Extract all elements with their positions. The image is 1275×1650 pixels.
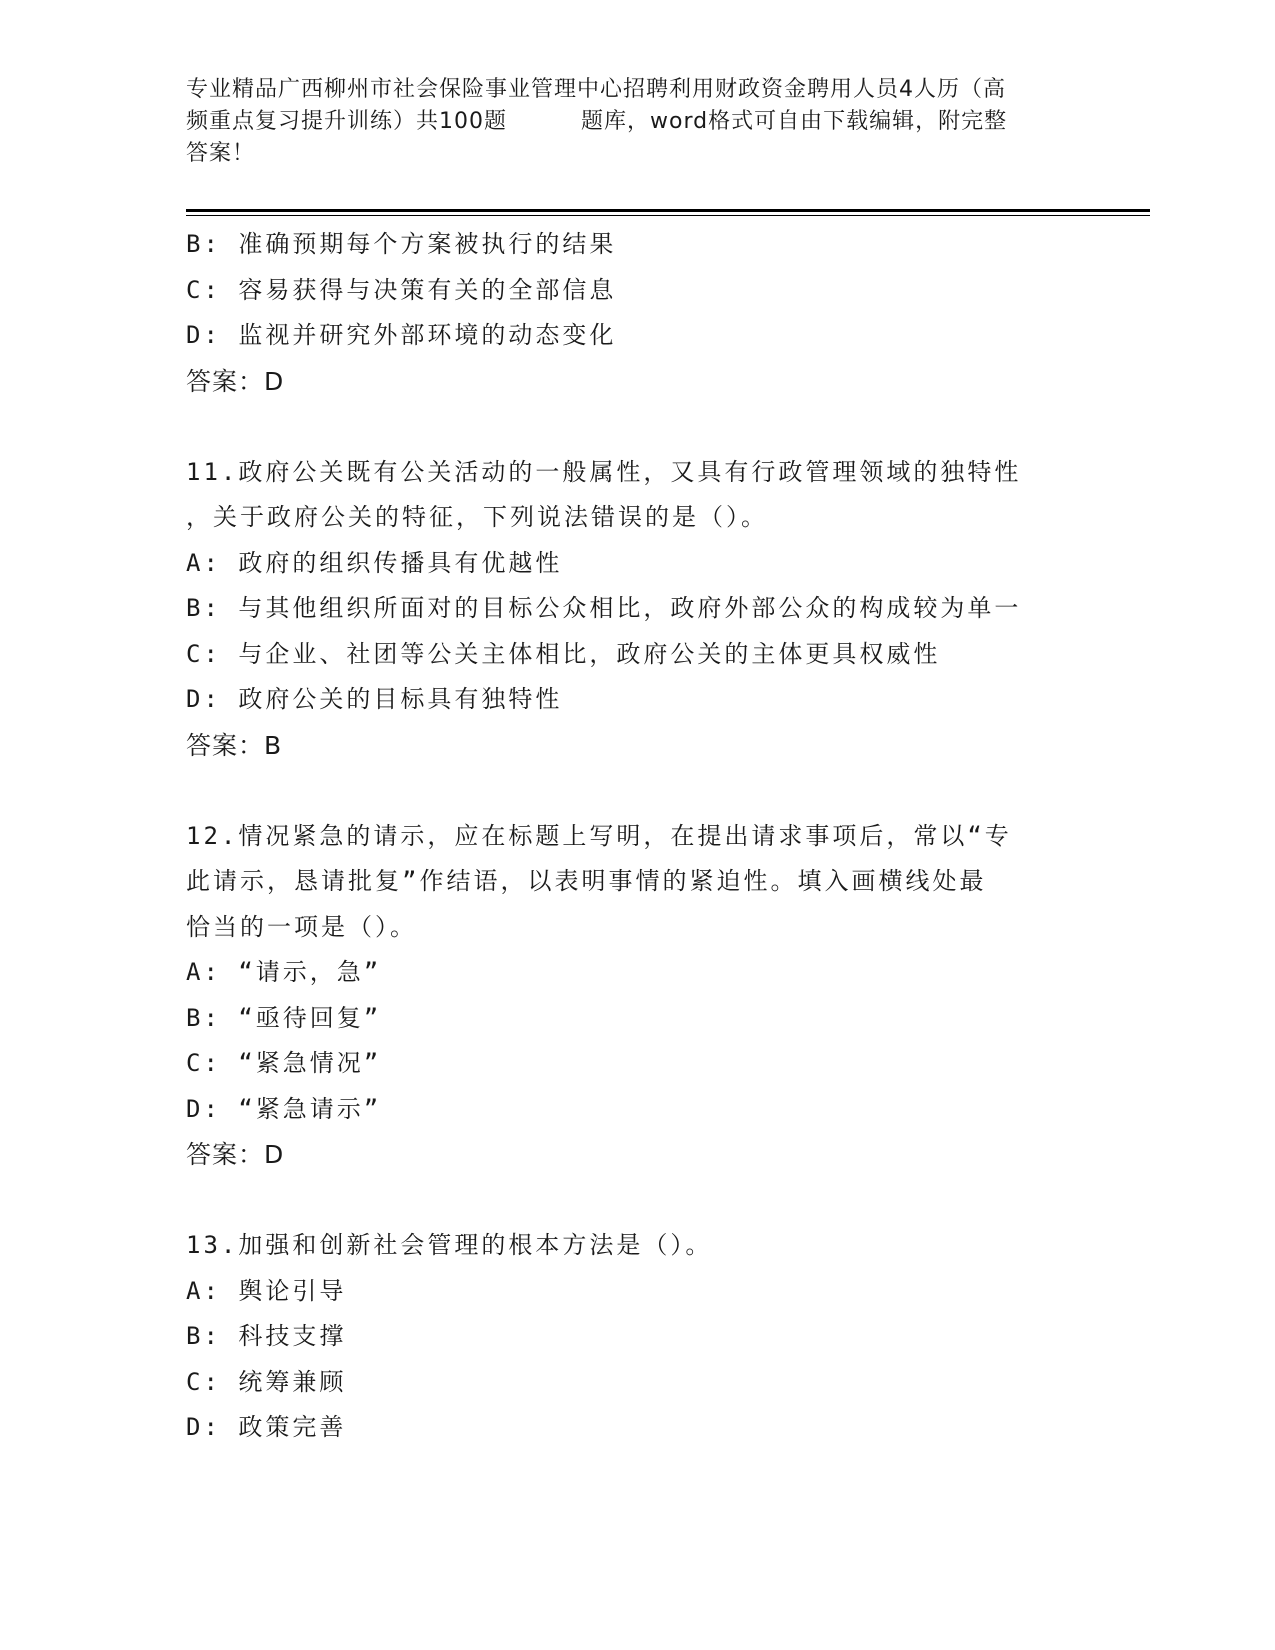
option-b: B: 与其他组织所面对的目标公众相比，政府外部公众的构成较为单一: [186, 594, 1022, 622]
question-stem-line: 恰当的一项是（）。: [186, 912, 417, 941]
header-line-3: 答案！: [186, 141, 256, 166]
question-stem-line: 11.政府公关既有公关活动的一般属性，又具有行政管理领域的独特性: [186, 457, 1022, 486]
header-line-1: 专业精品广西柳州市社会保险事业管理中心招聘利用财政资金聘用人员4人历（高: [186, 77, 1006, 102]
option-b: B: “亟待回复”: [186, 1003, 382, 1032]
option-d: D: “紧急请示”: [186, 1094, 382, 1123]
option-c: C: “紧急情况”: [186, 1049, 382, 1077]
question-stem-line: ，关于政府公关的特征，下列说法错误的是（）。: [186, 503, 768, 531]
answer: 答案：D: [186, 366, 285, 396]
question-stem-line: 此请示，恳请批复”作结语，以表明事情的紧迫性。填入画横线处最: [186, 867, 987, 895]
option-d: D: 政策完善: [186, 1413, 347, 1441]
option-a: A: 政府的组织传播具有优越性: [186, 548, 563, 577]
question-stem-line: 13.加强和创新社会管理的根本方法是（）。: [186, 1231, 713, 1259]
header-divider-thin: [186, 215, 1150, 216]
header-divider-thick: [186, 209, 1150, 212]
answer: 答案：D: [186, 1140, 285, 1169]
question-11: [186, 450, 1126, 769]
option-d: D: 监视并研究外部环境的动态变化: [186, 321, 617, 349]
option-b: B: 科技支撑: [186, 1322, 347, 1350]
option-c: C: 统筹兼顾: [186, 1367, 347, 1396]
document-header: [186, 74, 1086, 170]
option-c: C: 容易获得与决策有关的全部信息: [186, 275, 617, 304]
header-line-2-left: 频重点复习提升训练）共100题: [186, 109, 507, 134]
option-d: D: 政府公关的目标具有独特性: [186, 685, 563, 713]
option-c: C: 与企业、社团等公关主体相比，政府公关的主体更具权威性: [186, 639, 941, 668]
header-line-2-right: 题库，word格式可自由下载编辑，附完整: [581, 109, 1008, 134]
option-a: A: 舆论引导: [186, 1276, 347, 1305]
header-line-2: [186, 106, 1086, 138]
question-stem-line: 12.情况紧急的请示，应在标题上写明，在提出请求事项后，常以“专: [186, 821, 1012, 850]
question-13: [186, 1223, 1126, 1451]
option-a: A: “请示，急”: [186, 958, 382, 986]
question-10: [186, 222, 1126, 404]
option-b: B: 准确预期每个方案被执行的结果: [186, 230, 617, 258]
question-list: [186, 222, 1126, 1451]
answer: 答案：B: [186, 730, 283, 760]
question-12: [186, 814, 1126, 1178]
